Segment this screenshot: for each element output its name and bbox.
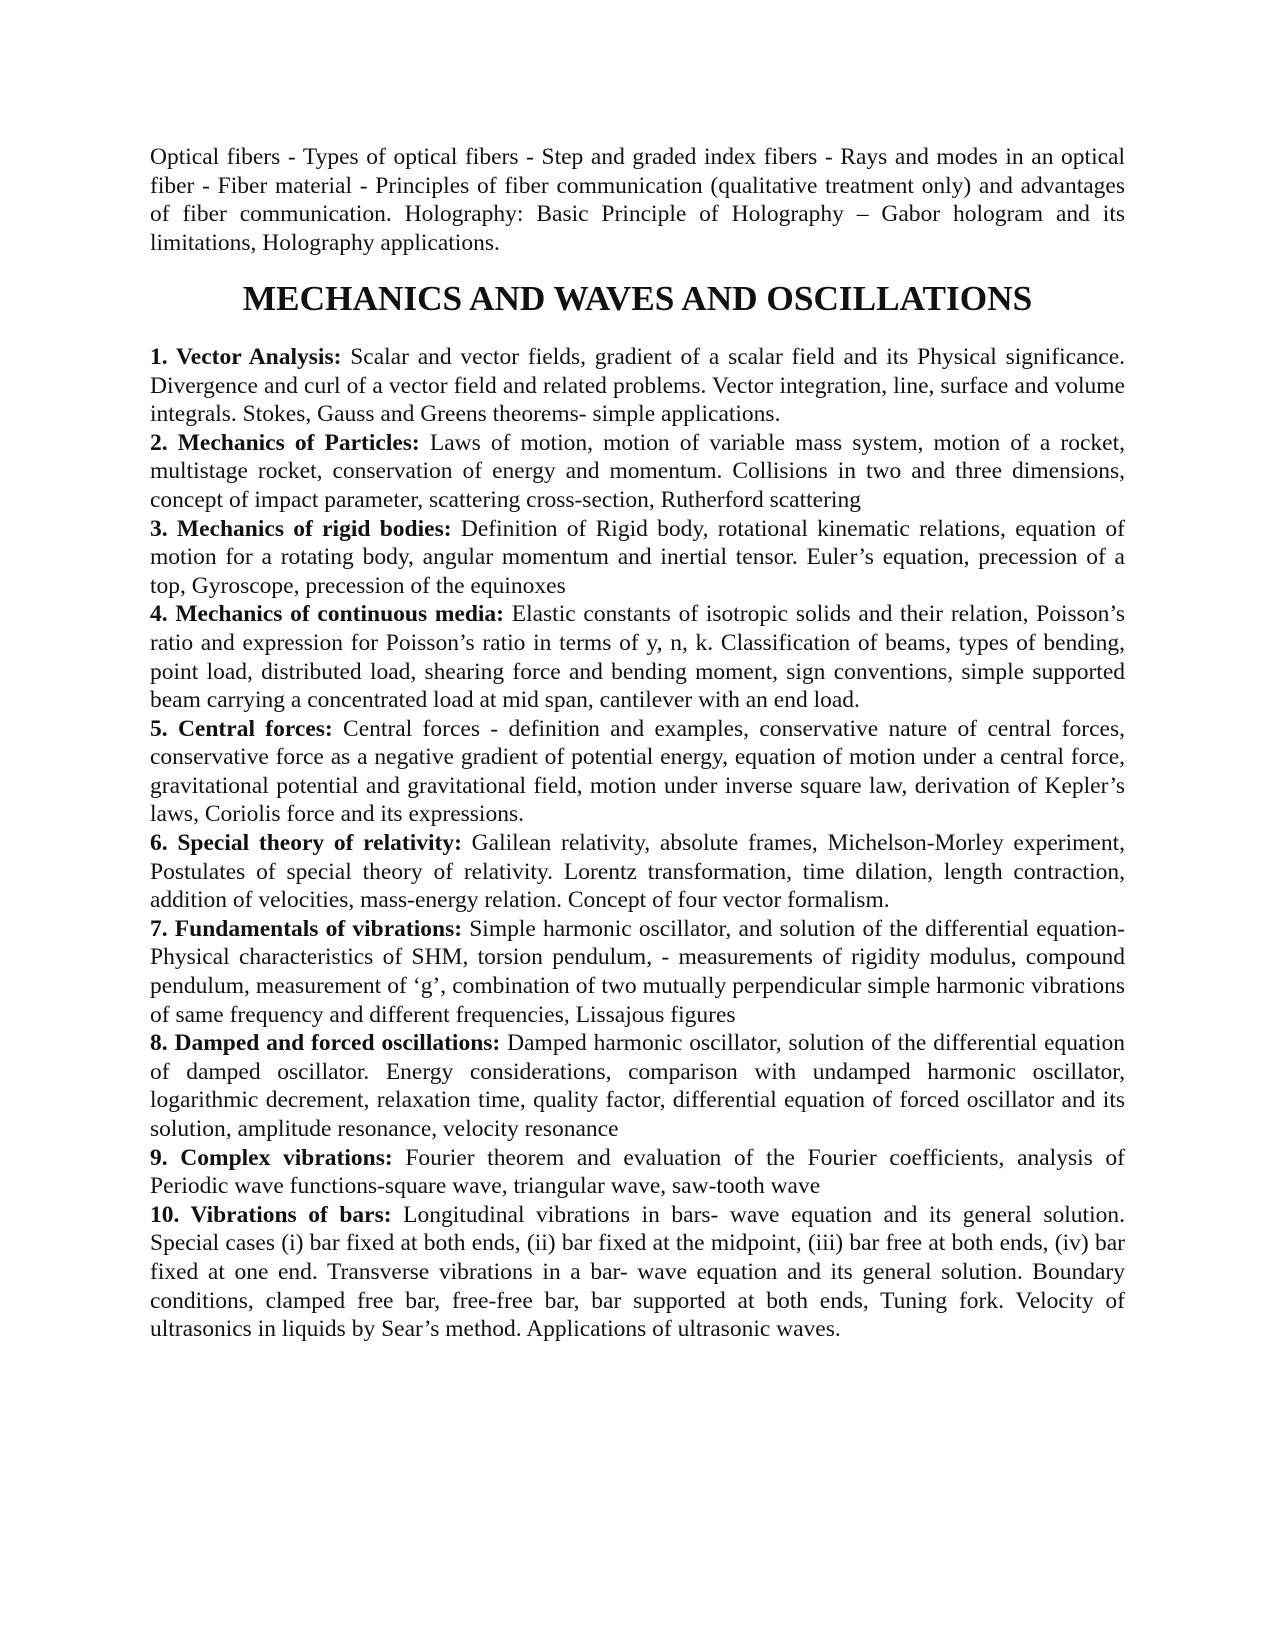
document-page	[150, 143, 1125, 1344]
topic-title: 4. Mechanics of continuous media:	[150, 601, 504, 628]
topic-title: 3. Mechanics of rigid bodies:	[150, 515, 452, 542]
topic-body: Simple harmonic oscillator, and solution of the differential equation-Physical characteristics of SHM, torsion pendulum, - measurements of rigidity modulus, compound pendulum, measurement of ‘g’, combination of two mutually perpendicular simple harmonic vibrations of same frequency and different frequencies, Lissajous figures	[150, 915, 1125, 1028]
topic-item	[150, 1144, 1125, 1201]
topic-title: 2. Mechanics of Particles:	[150, 429, 420, 456]
topic-title: 6. Special theory of relativity:	[150, 830, 462, 857]
topic-body: Elastic constants of isotropic solids and their relation, Poisson’s ratio and expression for Poisson’s ratio in terms of y, n, k. Classification of beams, types of bending, point load, distributed load, shearing force and bending moment, sign conventions, simple supported beam carrying a concentrated load at mid span, cantilever with an end load.	[150, 601, 1125, 714]
topic-body: Fourier theorem and evaluation of the Fourier coefficients, analysis of Periodic wave functions-square wave, triangular wave, saw-tooth wave	[150, 1144, 1126, 1200]
topic-body: Central forces - definition and examples, conservative nature of central forces, conservative force as a negative gradient of potential energy, equation of motion under a central force, gravitational potential and gravitational field, motion under inverse square law, derivation of Kepler’s laws, Coriolis force and its expressions.	[150, 715, 1125, 828]
intro-paragraph: Optical fibers - Types of optical fibers - Step and graded index fibers - Rays and modes in an optical fiber - Fiber material - Principles of fiber communication (qualitative treatment only) and advantages of fiber communication. Holography: Basic Principle of Holography – Gabor hologram and its limitations, Holography applications.	[150, 144, 1125, 256]
topic-title: 8. Damped and forced oscillations:	[150, 1030, 501, 1057]
topic-item	[150, 600, 1125, 714]
topic-title: 5. Central forces:	[150, 715, 333, 742]
topic-item	[150, 1029, 1125, 1143]
section-heading: MECHANICS AND WAVES AND OSCILLATIONS	[242, 279, 1033, 319]
topic-item	[150, 1201, 1125, 1344]
topic-body: Longitudinal vibrations in bars- wave equation and its general solution. Special cases (i) bar fixed at both ends, (ii) bar fixed at the midpoint, (iii) bar free at both ends, (iv) bar fixed at one end. Transverse vibrations in a bar- wave equation and its general solution. Boundary conditions, clamped free bar, free-free bar, bar supported at both ends, Tuning fork. Velocity of ultrasonics in liquids by Sear’s method. Applications of ultrasonic waves.	[150, 1201, 1125, 1343]
topic-title: 1. Vector Analysis:	[150, 343, 342, 370]
topic-body: Definition of Rigid body, rotational kinematic relations, equation of motion for a rotating body, angular momentum and inertial tensor. Euler’s equation, precession of a top, Gyroscope, precession of the equinoxes	[150, 515, 1125, 599]
topic-body: Galilean relativity, absolute frames, Michelson-Morley experiment, Postulates of special theory of relativity. Lorentz transformation, time dilation, length contraction, addition of velocities, mass-energy relation. Concept of four vector formalism.	[150, 830, 1126, 914]
topic-body: Damped harmonic oscillator, solution of the differential equation of damped oscillator. Energy considerations, comparison with undamped harmonic oscillator, logarithmic decrement, relaxation time, quality factor, differential equation of forced oscillator and its solution, amplitude resonance, velocity resonance	[150, 1030, 1126, 1142]
topic-title: 10. Vibrations of bars:	[150, 1201, 392, 1228]
topic-title: 9. Complex vibrations:	[150, 1144, 393, 1171]
topic-item	[150, 429, 1125, 515]
topic-item	[150, 715, 1125, 829]
topic-body: Laws of motion, motion of variable mass system, motion of a rocket, multistage rocket, conservation of energy and momentum. Collisions in two and three dimensions, concept of impact parameter, scattering cross-section, Rutherford scattering	[150, 429, 1125, 513]
topic-list	[150, 343, 1125, 1344]
topic-title: 7. Fundamentals of vibrations:	[150, 915, 463, 942]
topic-item	[150, 915, 1125, 1029]
topic-item	[150, 829, 1125, 915]
topic-item	[150, 343, 1125, 429]
topic-item	[150, 515, 1125, 601]
topic-body: Scalar and vector fields, gradient of a scalar field and its Physical significance. Divergence and curl of a vector field and related problems. Vector integration, line, surface and volume integrals. Stokes, Gauss and Greens theorems- simple applications.	[150, 343, 1126, 428]
